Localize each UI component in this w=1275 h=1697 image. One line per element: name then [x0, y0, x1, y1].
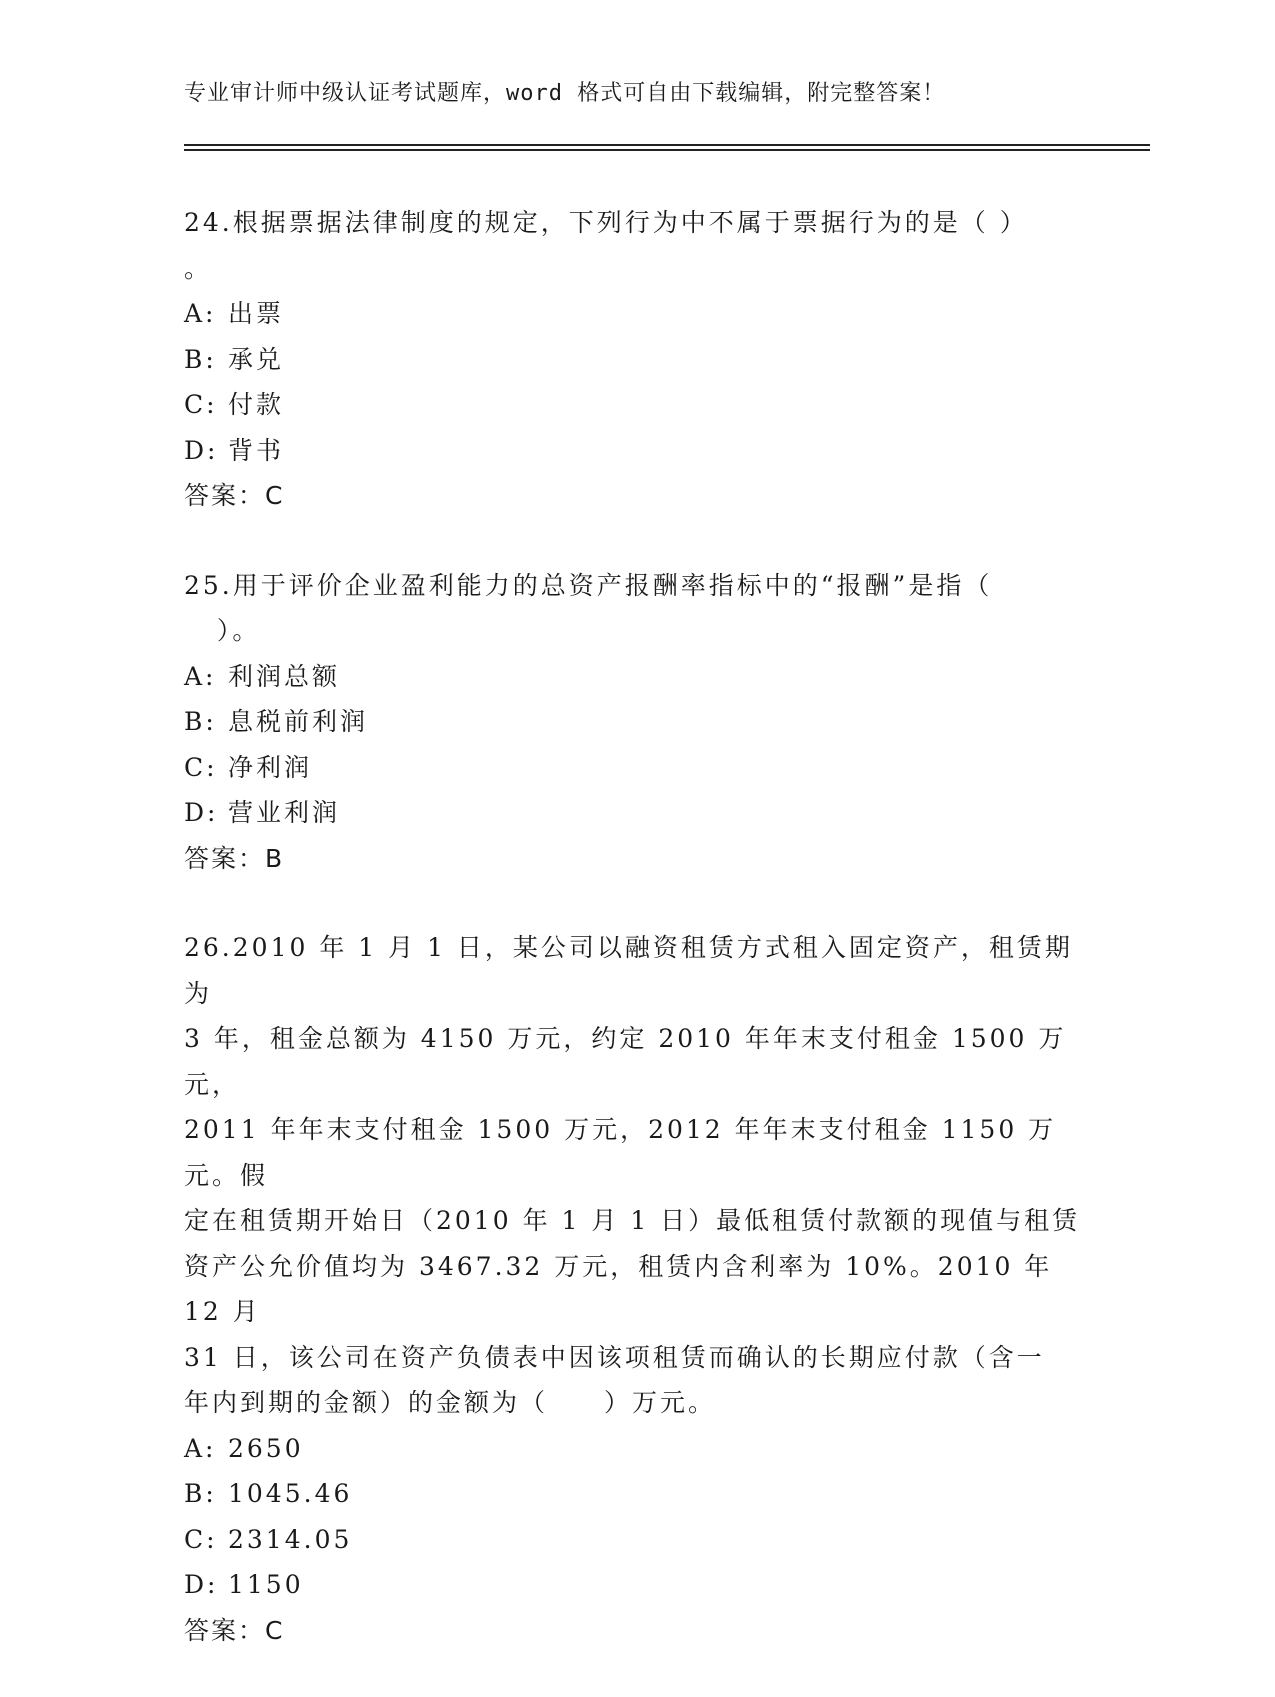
question-stem-line: 定在租赁期开始日（2010 年 1 月 1 日）最低租赁付款额的现值与租赁: [184, 1206, 1081, 1235]
option-text: 营业利润: [228, 798, 341, 827]
option-a: [184, 291, 1084, 337]
question-list: [184, 200, 1084, 1697]
option-b: [184, 1471, 1084, 1517]
option-d: [184, 790, 1084, 836]
option-key: B:: [184, 344, 217, 374]
question-stem-line: 资产公允价值均为 3467.32 万元，租赁内含利率为 10%。2010 年 12 月: [184, 1251, 1053, 1326]
option-key: D:: [184, 1570, 219, 1599]
option-d: [184, 1562, 1084, 1608]
option-b: [184, 699, 1084, 745]
question-stem-line: 26.2010 年 1 月 1 日，某公司以融资租赁方式租入固定资产，租赁期为: [184, 933, 1073, 1008]
question-stem-line: 24.根据票据法律制度的规定，下列行为中不属于票据行为的是（ ）: [184, 208, 1028, 237]
option-key: D:: [184, 798, 219, 827]
option-key: C:: [184, 1524, 218, 1554]
option-text: 息税前利润: [228, 707, 369, 736]
option-d: [184, 428, 1084, 474]
answer-line: 答案：B: [184, 843, 285, 873]
option-text: 净利润: [228, 752, 313, 782]
option-a: [184, 654, 1084, 700]
option-key: B:: [184, 707, 217, 736]
option-text: 承兑: [228, 344, 285, 374]
question-stem-line: 25.用于评价企业盈利能力的总资产报酬率指标中的“报酬”是指（: [184, 570, 993, 600]
option-text: 2650: [228, 1433, 304, 1463]
question-stem-line: 3 年，租金总额为 4150 万元，约定 2010 年年末支付租金 1500 万元，: [184, 1024, 1067, 1099]
option-text: 2314.05: [228, 1524, 353, 1554]
option-text: 付款: [228, 390, 285, 419]
option-key: C:: [184, 752, 218, 782]
header-double-rule: [184, 144, 1150, 151]
question-stem-line: 2011 年年末支付租金 1500 万元，2012 年年末支付租金 1150 万元。假: [184, 1115, 1057, 1190]
question-24: [184, 200, 1084, 519]
option-key: D:: [184, 435, 219, 465]
question-stem-line: ）。: [184, 616, 261, 645]
question-26: [184, 925, 1084, 1653]
option-key: C:: [184, 390, 218, 419]
question-25: [184, 563, 1084, 882]
question-stem-line: 年内到期的金额）的金额为（ ）万元。: [184, 1388, 717, 1417]
option-text: 背书: [228, 435, 285, 465]
page-header: 专业审计师中级认证考试题库，word 格式可自由下载编辑，附完整答案！: [184, 81, 946, 106]
answer-line: 答案：C: [184, 481, 285, 510]
option-c: [184, 1517, 1084, 1563]
answer-line: 答案：C: [184, 1615, 285, 1645]
option-text: 1150: [228, 1570, 304, 1599]
option-text: 1045.46: [228, 1479, 353, 1508]
option-b: [184, 337, 1084, 383]
option-text: 出票: [228, 299, 285, 328]
option-key: B:: [184, 1479, 217, 1508]
option-c: [184, 382, 1084, 428]
option-key: A:: [184, 299, 217, 328]
question-stem-line: 。: [184, 253, 213, 283]
option-key: A:: [184, 661, 217, 691]
question-stem-line: 31 日，该公司在资产负债表中因该项租赁而确认的长期应付款（含一: [184, 1342, 1045, 1372]
option-key: A:: [184, 1433, 217, 1463]
option-text: 利润总额: [228, 661, 341, 691]
option-c: [184, 745, 1084, 791]
option-a: [184, 1426, 1084, 1472]
